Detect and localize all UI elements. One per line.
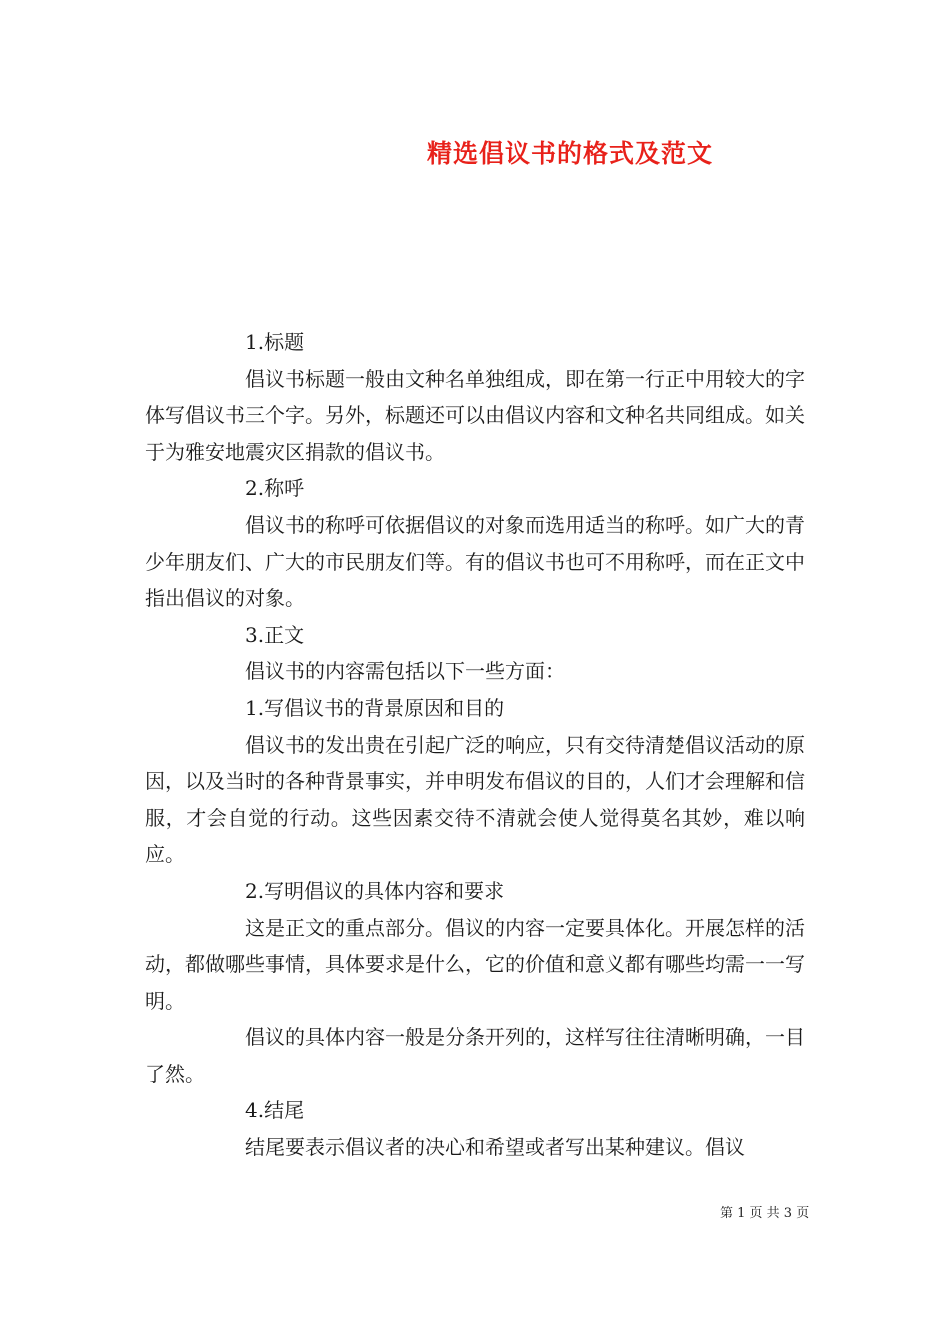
paragraph: 倡议书的内容需包括以下一些方面： bbox=[245, 659, 565, 684]
page-number-footer: 第 1 页 共 3 页 bbox=[720, 1206, 810, 1221]
paragraph: 倡议书标题一般由文种名单独组成，即在第一行正中用较大的字体写倡议书三个字。另外，标题还可以由倡议内容和文种名共同组成。如关于为雅安地震灾区捐款的倡议书。 bbox=[145, 366, 805, 464]
subheading-content: 2.写明倡议的具体内容和要求 bbox=[245, 878, 505, 903]
paragraph: 这是正文的重点部分。倡议的内容一定要具体化。开展怎样的活动，都做哪些事情，具体要求是什么，它的价值和意义都有哪些均需一一写明。 bbox=[145, 915, 805, 1013]
paragraph: 倡议书的发出贵在引起广泛的响应，只有交待清楚倡议活动的原因，以及当时的各种背景事实，并申明发布倡议的目的，人们才会理解和信服，才会自觉的行动。这些因素交待不清就会使人觉得莫名其妙，难以响应。 bbox=[145, 732, 805, 867]
heading-title-section: 1.标题 bbox=[245, 330, 305, 354]
document-body bbox=[145, 324, 805, 1166]
paragraph: 倡议的具体内容一般是分条开列的，这样写往往清晰明确，一目了然。 bbox=[145, 1025, 805, 1086]
paragraph: 倡议书的称呼可依据倡议的对象而选用适当的称呼。如广大的青少年朋友们、广大的市民朋友们等。有的倡议书也可不用称呼，而在正文中指出倡议的对象。 bbox=[145, 512, 805, 611]
heading-ending-section: 4.结尾 bbox=[245, 1098, 305, 1123]
subheading-background: 1.写倡议书的背景原因和目的 bbox=[245, 695, 505, 720]
heading-body-section: 3.正文 bbox=[245, 622, 305, 647]
paragraph: 结尾要表示倡议者的决心和希望或者写出某种建议。倡议 bbox=[245, 1135, 745, 1160]
heading-salutation-section: 2.称呼 bbox=[245, 476, 305, 501]
document-title: 精选倡议书的格式及范文 bbox=[426, 139, 713, 168]
